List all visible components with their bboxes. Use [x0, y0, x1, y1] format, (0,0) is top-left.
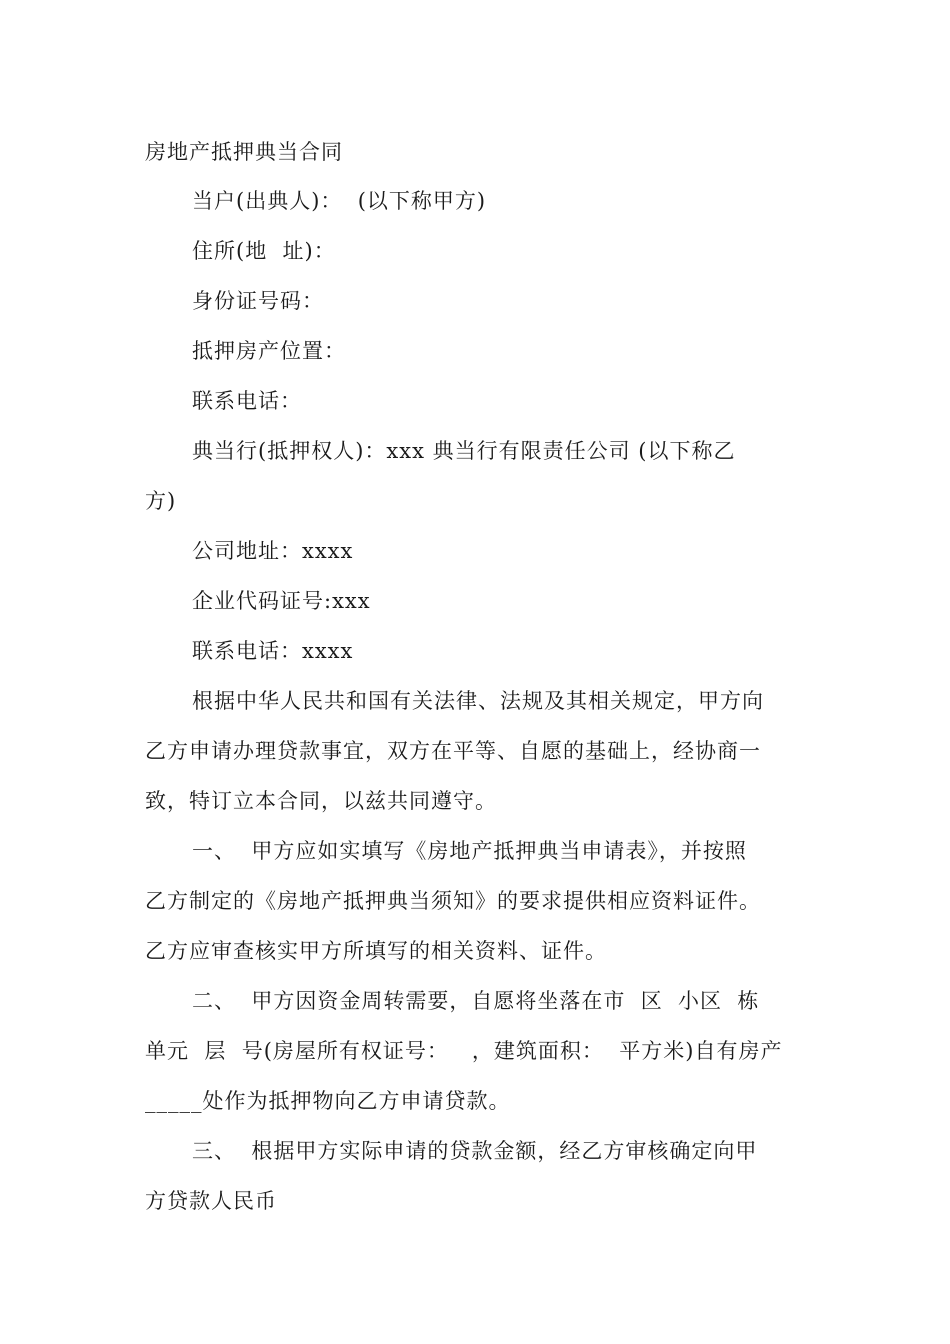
- clause-1-line-1: 一、 甲方应如实填写《房地产抵押典当申请表》，并按照: [192, 839, 747, 863]
- clause-2-line-2: 单元 层 号(房屋所有权证号： ，建筑面积： 平方米)自有房产: [145, 1039, 783, 1063]
- document-title: 房地产抵押典当合同: [145, 140, 343, 164]
- party-b-label-continued: 方): [145, 489, 177, 513]
- preamble-line-3: 致，特订立本合同，以兹共同遵守。: [145, 789, 497, 813]
- mortgage-property-location: 抵押房产位置：: [192, 339, 346, 363]
- company-phone: 联系电话：xxxx: [192, 639, 354, 663]
- clause-3-line-1: 三、 根据甲方实际申请的贷款金额，经乙方审核确定向甲: [192, 1139, 758, 1163]
- preamble-line-2: 乙方申请办理贷款事宜，双方在平等、自愿的基础上，经协商一: [145, 739, 761, 763]
- clause-2-line-3: _____处作为抵押物向乙方申请贷款。: [145, 1089, 511, 1113]
- party-a-address: 住所(地 址)：: [192, 239, 336, 263]
- clause-1-line-2: 乙方制定的《房地产抵押典当须知》的要求提供相应资料证件。: [145, 889, 761, 913]
- party-a-id-number: 身份证号码：: [192, 289, 324, 313]
- clause-3-line-2: 方贷款人民币: [145, 1189, 277, 1213]
- party-a-phone: 联系电话：: [192, 389, 302, 413]
- party-a-label: 当户(出典人)： (以下称甲方): [192, 189, 487, 213]
- preamble-line-1: 根据中华人民共和国有关法律、法规及其相关规定，甲方向: [192, 689, 764, 713]
- company-address: 公司地址：xxxx: [192, 539, 354, 563]
- company-code: 企业代码证号:xxx: [192, 589, 371, 613]
- clause-1-line-3: 乙方应审查核实甲方所填写的相关资料、证件。: [145, 939, 607, 963]
- party-b-label: 典当行(抵押权人)：xxx 典当行有限责任公司 (以下称乙: [192, 439, 736, 463]
- clause-2-line-1: 二、 甲方因资金周转需要，自愿将坐落在市 区 小区 栋: [192, 989, 760, 1013]
